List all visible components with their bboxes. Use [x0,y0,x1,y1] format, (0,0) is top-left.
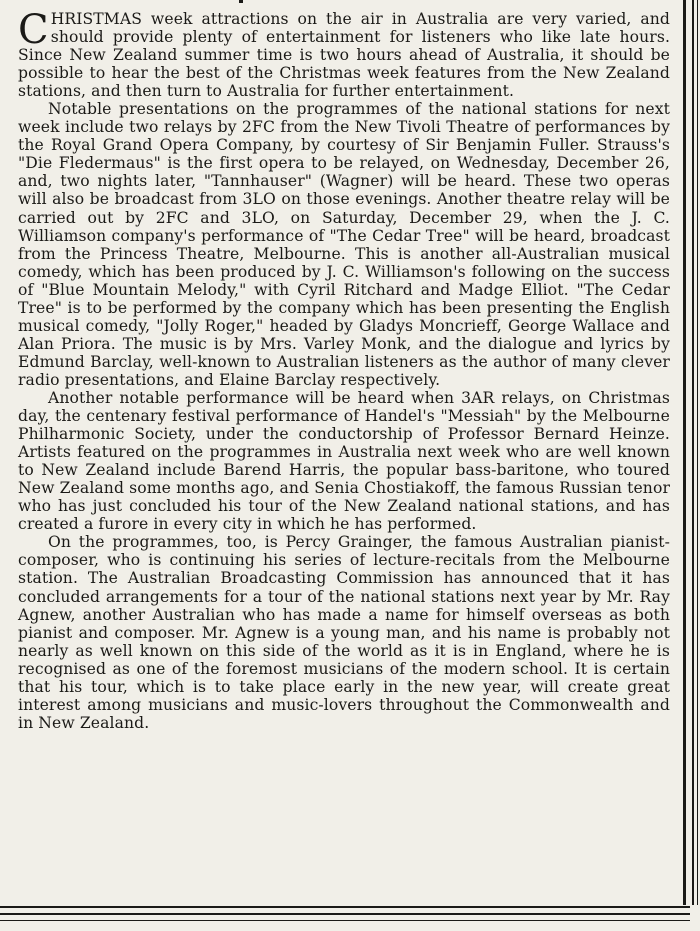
bottom-rule [0,906,690,908]
bottom-rule [0,913,690,915]
article-paragraph [18,7,670,101]
drop-cap: C [18,7,49,53]
bottom-rule [0,920,690,921]
article-body [18,7,670,732]
column-rule [683,0,686,905]
column-rule [697,0,698,905]
print-mark [239,0,243,3]
article-paragraph: On the programmes, too, is Percy Grainger, the famous Australian pianist-composer, who is continuing his series of lecture-recitals from the Melbourne station. The Australian Broadcasting Commission has announced that it has concluded arrangements for a tour of the national stations next year by Mr. Ray Agnew, another Australian who has made a name for himself overseas as both pianist and composer. Mr. Agnew is a young man, and his name is probably not nearly as well known on this side of the world as it is in England, where he is recognised as one of the foremost musicians of the modern school. It is certain that his tour, which is to take place early in the new year, will create great interest among musicians and music-lovers throughout the Commonwealth and in New Zealand. [18,533,670,732]
article-paragraph: Another notable performance will be heard when 3AR relays, on Christmas day, the centenary festival performance of Handel's "Messiah" by the Melbourne Philharmonic Society, under the conductorship of Professor Bernard Heinze. Artists featured on the programmes in Australia next week who are well known to New Zealand include Barend Harris, the popular bass-baritone, who toured New Zealand some months ago, and Senia Chostiakoff, the famous Russian tenor who has just concluded his tour of the New Zealand national stations, and has created a furore in every city in which he has performed. [18,388,670,534]
column-rule [692,0,694,905]
article-paragraph: Notable presentations on the programmes of the national stations for next week include two relays by 2FC from the New Tivoli Theatre of performances by the Royal Grand Opera Company, by courtesy of Sir Benjamin Fuller. Strauss's "Die Fledermaus" is the first opera to be relayed, on Wednesday, December 26, and, two nights later, "Tannhauser" (Wagner) will be heard. These two operas will also be broadcast from 3LO on those evenings. Another theatre relay will be carried out by 2FC and 3LO, on Saturday, December 29, when the J. C. Williamson company's performance of "The Cedar Tree" will be heard, broadcast from the Princess Theatre, Melbourne. This is another all-Australian musical comedy, which has been produced by J. C. Williamson's following on the success of "Blue Mountain Melody," with Cyril Ritchard and Madge Elliot. "The Cedar Tree" is to be performed by the company which has been presenting the English musical comedy, "Jolly Roger," headed by Gladys Moncrieff, George Wallace and Alan Priora. The music is by Mrs. Varley Monk, and the dialogue and lyrics by Edmund Barclay, well-known to Australian listeners as the author of many clever radio presentations, and Elaine Barclay respectively. [18,100,670,389]
paragraph-text: HRISTMAS week attractions on the air in Australia are very varied, and should provide plenty of entertainment for listeners who like late hours. Since New Zealand summer time is two hours ahead of Australia, it should be possible to hear the best of the Christmas week features from the New Zealand stations, and then turn to Australia for further entertainment. [18,10,670,101]
